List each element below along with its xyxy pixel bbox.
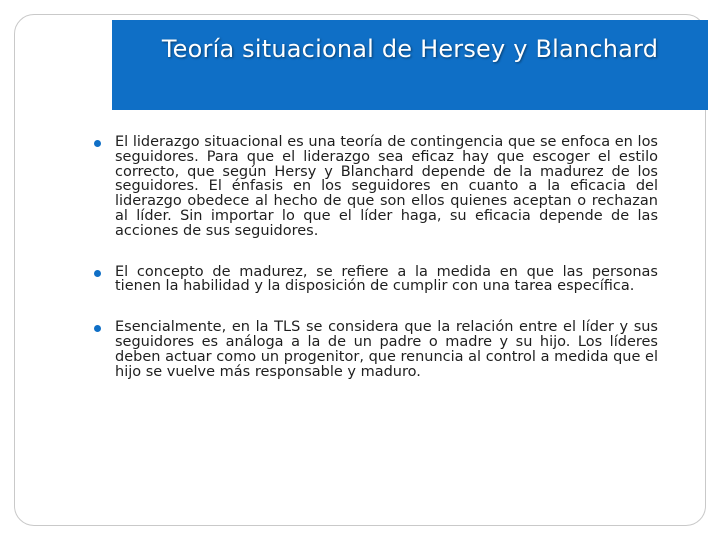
bullet-dot-icon [94, 270, 101, 277]
bullet-dot-icon [94, 325, 101, 332]
bullet-text: El concepto de madurez, se refiere a la medida en que las personas tienen la habilidad y la disposición de cumplir con una tarea específica. [115, 263, 658, 295]
bullet-text: El liderazgo situacional es una teoría de contingencia que se enfoca en los seguidores. Para que el liderazgo sea eficaz hay que escoger el estilo correcto, que según Hersy y Blanchard depende de la madurez de los seguidores. El énfasis en los seguidores en cuanto a la eficacia del liderazgo obedece al hecho de que son ellos quienes aceptan o rechazan al líder. Sin importar lo que el líder haga, su eficacia depende de las acciones de sus seguidores. [115, 134, 658, 239]
slide-content [94, 135, 658, 379]
slide-title: Teoría situacional de Hersey y Blanchard [161, 35, 659, 63]
bullet-item [94, 135, 658, 239]
title-bar [112, 20, 708, 110]
bullet-item [94, 320, 658, 379]
bullet-text: Esencialmente, en la TLS se considera que la relación entre el líder y sus seguidores es análoga a la de un padre o madre y su hijo. Los líderes deben actuar como un progenitor, que renuncia al control a medida que el hijo se vuelve más responsable y maduro. [115, 319, 658, 380]
bullet-item [94, 265, 658, 295]
bullet-dot-icon [94, 140, 101, 147]
